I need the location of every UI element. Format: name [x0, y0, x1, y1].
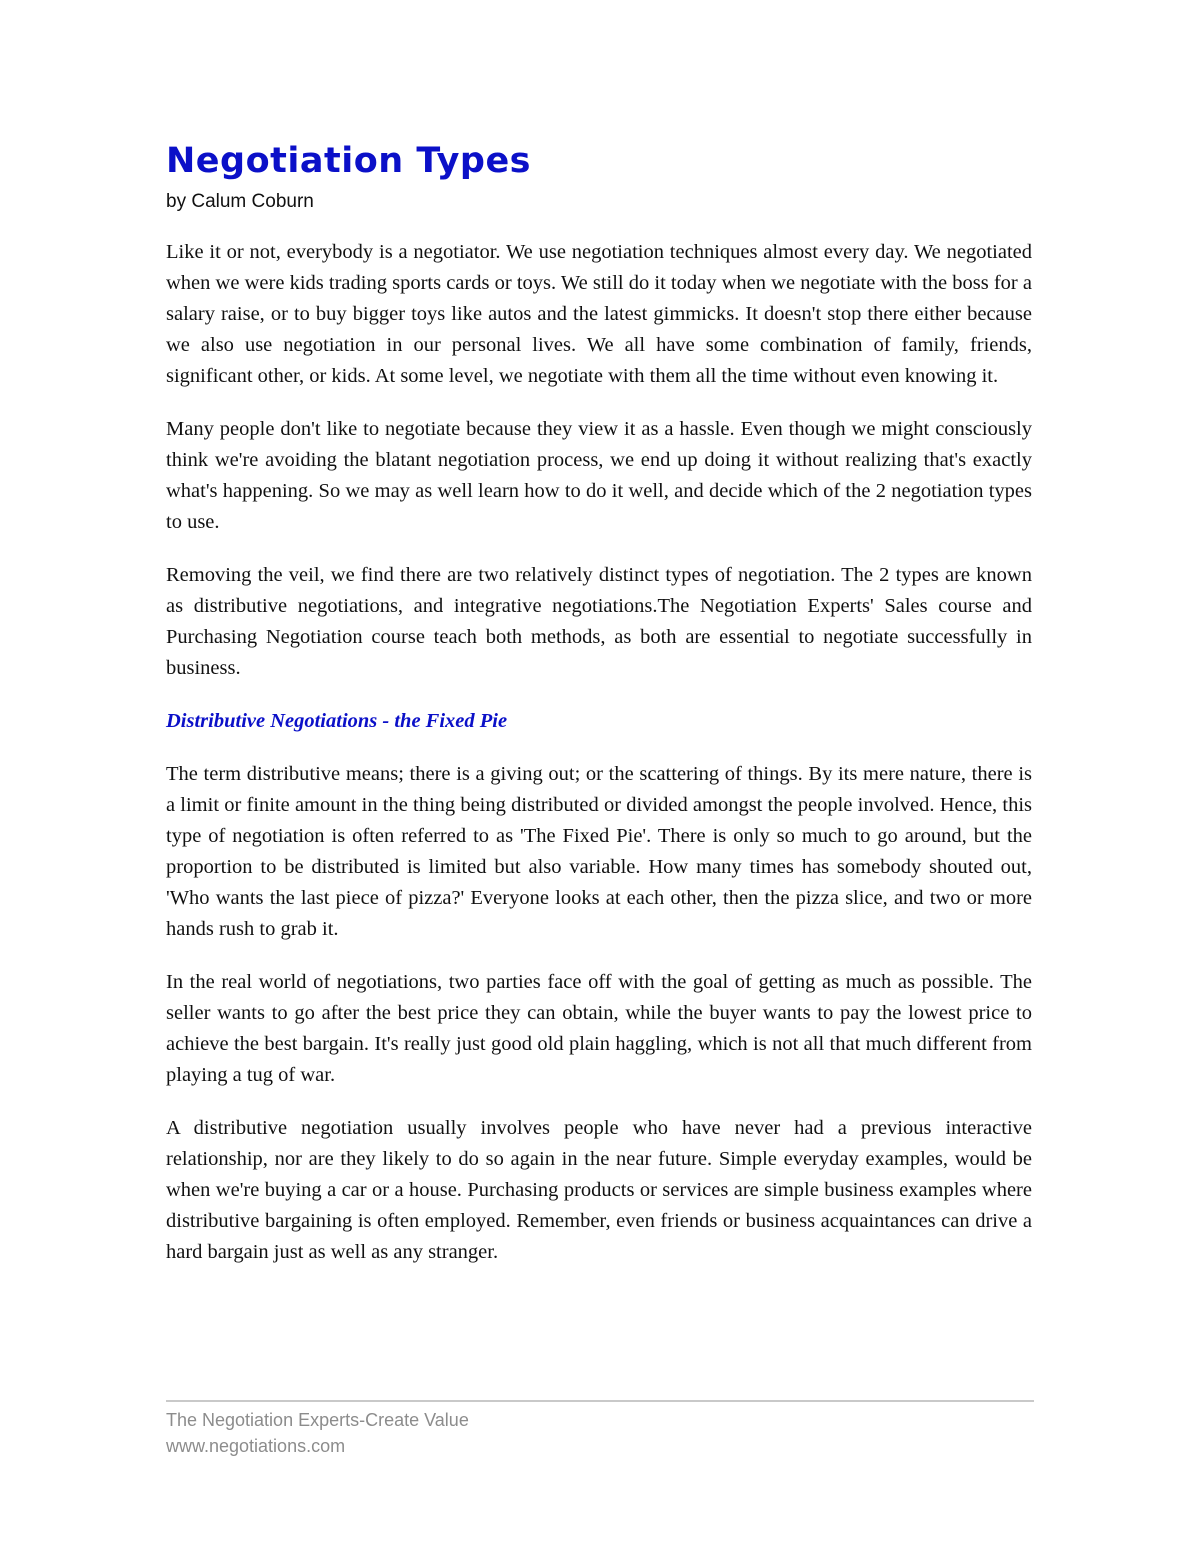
author-byline: by Calum Coburn: [166, 191, 314, 212]
page-title: Negotiation Types: [166, 141, 532, 181]
footer-url: www.negotiations.com: [166, 1436, 346, 1456]
page-footer: [166, 1400, 1034, 1459]
document-body: [166, 138, 1032, 1268]
intro-paragraph-3: Removing the veil, we find there are two relatively distinct types of negotiation. The 2 types are known as distributive negotiations, and integrative negotiations.The Negotiation Experts' Sales course and Purchasing Negotiation course teach both methods, as both are essential to negotiate successfully in business.: [166, 564, 1032, 679]
intro-paragraph-2: Many people don't like to negotiate because they view it as a hassle. Even though we might consciously think we're avoiding the blatant negotiation process, we end up doing it without realizing that's exactly what's happening. So we may as well learn how to do it well, and decide which of the 2 negotiation types to use.: [166, 418, 1032, 533]
section-paragraph-2: In the real world of negotiations, two parties face off with the goal of getting as much as possible. The seller wants to go after the best price they can obtain, while the buyer wants to pay the lowest price to achieve the best bargain. It's really just good old plain haggling, which is not all that much different from playing a tug of war.: [166, 971, 1032, 1086]
footer-tagline: The Negotiation Experts-Create Value: [166, 1410, 469, 1430]
section-paragraph-3: A distributive negotiation usually involves people who have never had a previous interactive relationship, nor are they likely to do so again in the near future. Simple everyday examples, would be when we're buying a car or a house. Purchasing products or services are simple business examples where distributive bargaining is often employed. Remember, even friends or business acquaintances can drive a hard bargain just as well as any stranger.: [166, 1117, 1032, 1263]
intro-paragraph-1: Like it or not, everybody is a negotiator. We use negotiation techniques almost every day. We negotiated when we were kids trading sports cards or toys. We still do it today when we negotiate with the boss for a salary raise, or to buy bigger toys like autos and the latest gimmicks. It doesn't stop there either because we also use negotiation in our personal lives. We all have some combination of family, friends, significant other, or kids. At some level, we negotiate with them all the time without even knowing it.: [166, 241, 1032, 387]
section-heading: Distributive Negotiations - the Fixed Pie: [166, 710, 508, 732]
section-paragraph-1: The term distributive means; there is a giving out; or the scattering of things. By its mere nature, there is a limit or finite amount in the thing being distributed or divided amongst the people involved. Hence, this type of negotiation is often referred to as 'The Fixed Pie'. There is only so much to go around, but the proportion to be distributed is limited but also variable. How many times has somebody shouted out, 'Who wants the last piece of pizza?' Everyone looks at each other, then the pizza slice, and two or more hands rush to grab it.: [166, 763, 1032, 940]
